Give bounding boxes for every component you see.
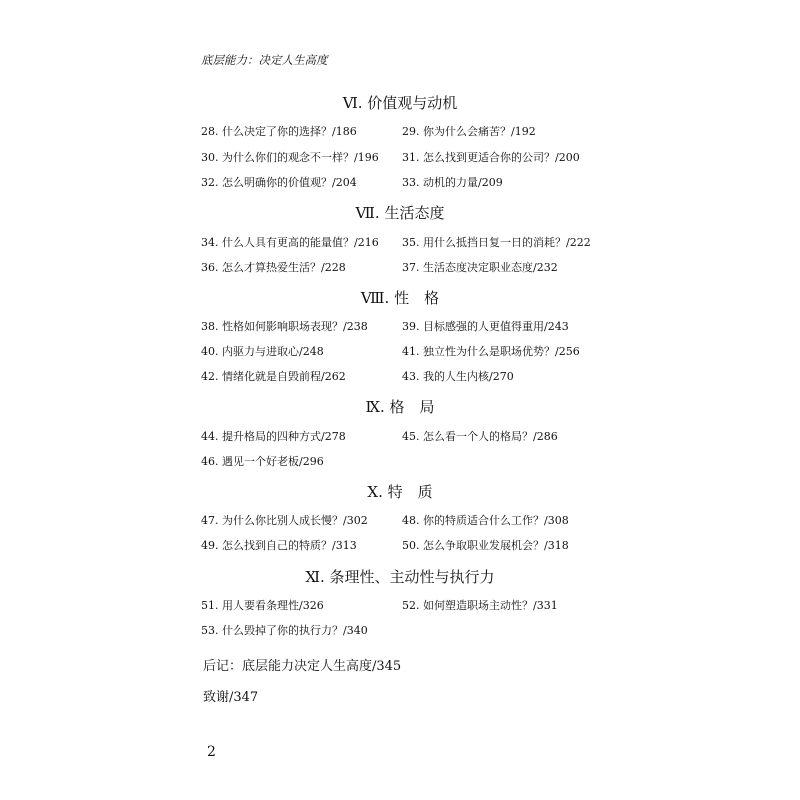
toc-entry[interactable]: 31. 怎么找到更适合你的公司？/200: [402, 151, 580, 164]
toc-entry[interactable]: 52. 如何塑造职场主动性？/331: [402, 599, 558, 612]
section-title: Ⅹ. 特 质: [367, 483, 433, 501]
toc-entry[interactable]: 32. 怎么明确你的价值观？/204: [201, 176, 357, 189]
toc-entry[interactable]: 30. 为什么你们的观念不一样？/196: [201, 151, 379, 164]
toc-entry[interactable]: 28. 什么决定了你的选择？/186: [201, 125, 357, 138]
toc-entry[interactable]: 34. 什么人具有更高的能量值？/216: [201, 236, 379, 249]
toc-entry[interactable]: 36. 怎么才算热爱生活？/228: [201, 261, 346, 274]
toc-entry[interactable]: 47. 为什么你比别人成长慢？/302: [201, 514, 368, 527]
toc-entry[interactable]: 50. 怎么争取职业发展机会？/318: [402, 539, 569, 552]
section-title: Ⅸ. 格 局: [365, 398, 435, 416]
toc-entry[interactable]: 40. 内驱力与进取心/248: [201, 345, 324, 358]
section-title: Ⅷ. 性 格: [360, 289, 440, 307]
afterword-entry[interactable]: 后记：底层能力决定人生高度/345: [203, 659, 402, 674]
toc-entry[interactable]: 43. 我的人生内核/270: [402, 370, 514, 383]
toc-entry[interactable]: 35. 用什么抵挡日复一日的消耗？/222: [402, 236, 591, 249]
toc-entry[interactable]: 53. 什么毁掉了你的执行力？/340: [201, 624, 368, 637]
toc-entry[interactable]: 48. 你的特质适合什么工作？/308: [402, 514, 569, 527]
running-header: 底层能力：决定人生高度: [201, 53, 328, 67]
acknowledgements-entry[interactable]: 致谢/347: [203, 690, 259, 705]
toc-entry[interactable]: 39. 目标感强的人更值得重用/243: [402, 320, 569, 333]
toc-entry[interactable]: 29. 你为什么会痛苦？/192: [402, 125, 536, 138]
toc-entry[interactable]: 33. 动机的力量/209: [402, 176, 503, 189]
toc-entry[interactable]: 41. 独立性为什么是职场优势？/256: [402, 345, 580, 358]
toc-entry[interactable]: 49. 怎么找到自己的特质？/313: [201, 539, 357, 552]
section-title: Ⅶ. 生活态度: [355, 204, 445, 222]
toc-entry[interactable]: 46. 遇见一个好老板/296: [201, 455, 324, 468]
toc-entry[interactable]: 37. 生活态度决定职业态度/232: [402, 261, 558, 274]
toc-entry[interactable]: 38. 性格如何影响职场表现？/238: [201, 320, 368, 333]
toc-entry[interactable]: 42. 情绪化就是自毁前程/262: [201, 370, 346, 383]
section-title: Ⅺ. 条理性、主动性与执行力: [305, 568, 495, 586]
toc-entry[interactable]: 45. 怎么看一个人的格局？/286: [402, 430, 558, 443]
page-number: 2: [207, 744, 216, 760]
toc-entry[interactable]: 51. 用人要看条理性/326: [201, 599, 324, 612]
toc-entry[interactable]: 44. 提升格局的四种方式/278: [201, 430, 346, 443]
section-title: Ⅵ. 价值观与动机: [342, 94, 458, 112]
